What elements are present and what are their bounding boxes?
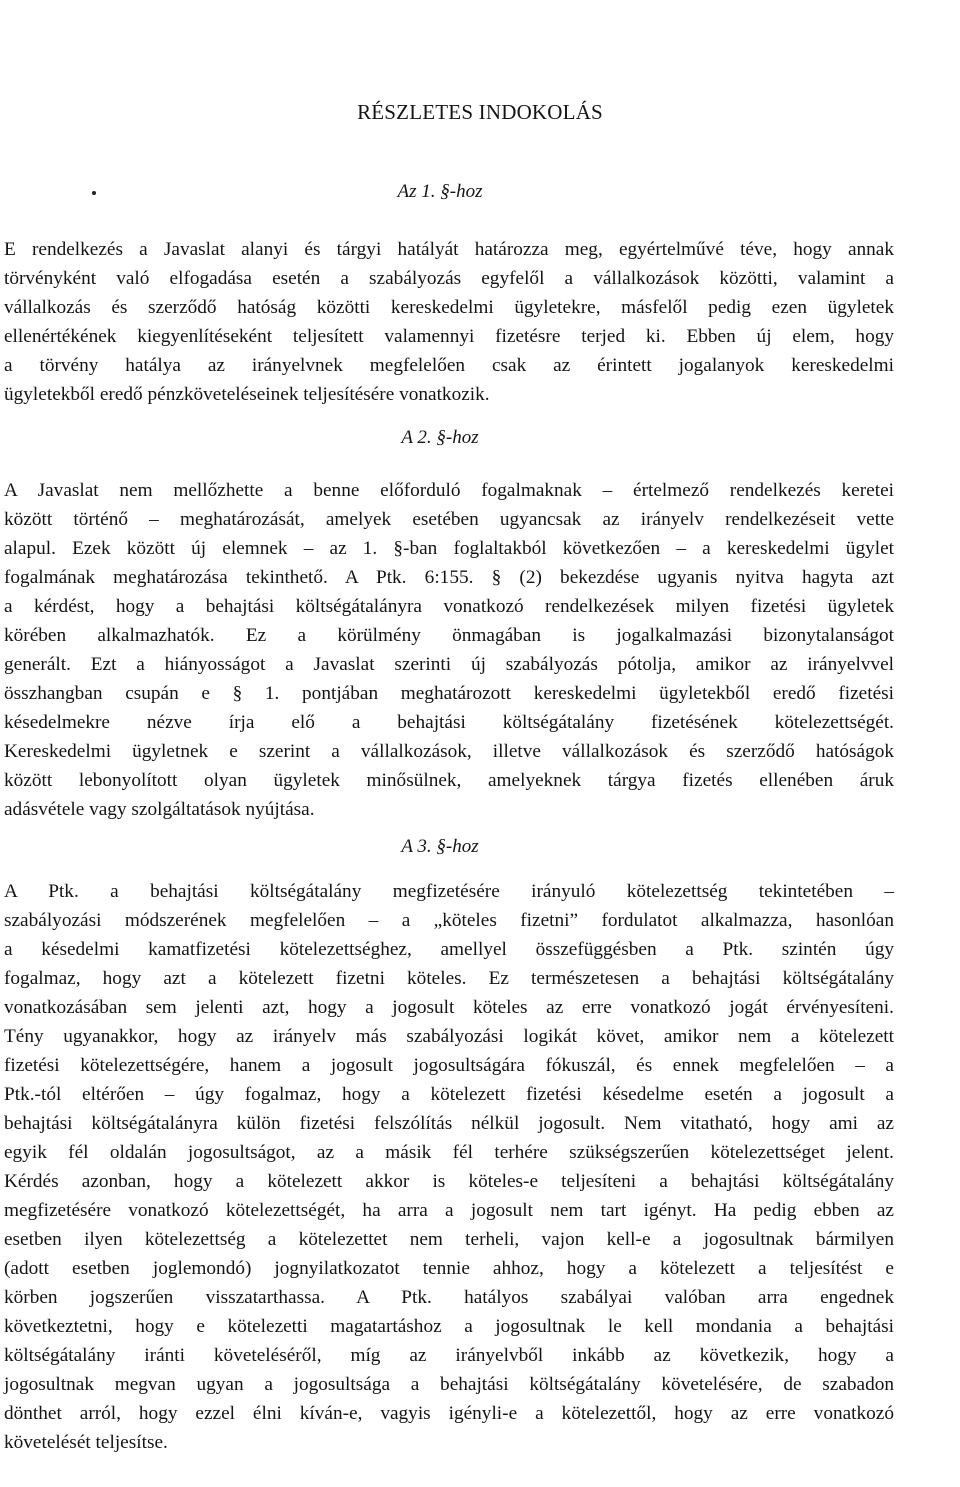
- text-line: behajtási költségátalányra külön fizetési felszólítás nélkül jogosult. Nem vitatható, hogy ami az: [4, 1113, 894, 1134]
- text-line: a kérdést, hogy a behajtási költségátalányra vonatkozó rendelkezések milyen fizetési ügyletek: [4, 596, 894, 617]
- text-line: vonatkozásában sem jelenti azt, hogy a jogosult köteles az erre vonatkozó jogát érvényesíteni.: [4, 997, 894, 1018]
- section-3-paragraph: [4, 877, 894, 1457]
- text-line: a törvény hatálya az irányelvnek megfelelően csak az érintett jogalanyok kereskedelmi: [4, 355, 894, 376]
- text-line: jogosultnak megvan ugyan a jogosultsága a behajtási költségátalány követelésére, de szabadon: [4, 1374, 894, 1395]
- text-line: követelését teljesítse.: [4, 1432, 168, 1453]
- text-line: dönthet arról, hogy ezzel élni kíván-e, vagyis igényli-e a kötelezettől, hogy az erre vonatkozó: [4, 1403, 894, 1424]
- text-line: (adott esetben joglemondó) jognyilatkozatot tennie ahhoz, hogy a kötelezett a teljesítést e: [4, 1258, 894, 1279]
- section-heading-2: A 2. §-hoz: [401, 427, 479, 448]
- text-line: között lebonyolított olyan ügyletek minősülnek, amelyeknek tárgya fizetés ellenében áruk: [4, 770, 894, 791]
- text-line: ellenértékének kiegyenlítéseként teljesített valamennyi fizetésre terjed ki. Ebben új elem, hogy: [4, 326, 894, 347]
- text-line: A Ptk. a behajtási költségátalány megfizetésére irányuló kötelezettség tekintetében –: [4, 881, 894, 902]
- text-line: körben jogszerűen visszatarthassa. A Ptk. hatályos szabályai valóban arra engednek: [4, 1287, 894, 1308]
- section-heading-3: A 3. §-hoz: [401, 836, 479, 857]
- section-1-paragraph: [4, 235, 894, 409]
- document-title: RÉSZLETES INDOKOLÁS: [357, 100, 603, 124]
- text-line: vállalkozás és szerződő hatóság közötti kereskedelmi ügyletekre, másfelől pedig ezen ügyletek: [4, 297, 894, 318]
- text-line: generált. Ezt a hiányosságot a Javaslat szerinti új szabályozás pótolja, amikor az irányelvvel: [4, 654, 894, 675]
- text-line: fogalmaz, hogy azt a kötelezett fizetni köteles. Ez természetesen a behajtási költségátalány: [4, 968, 894, 989]
- section-2-paragraph: [4, 476, 894, 824]
- text-line: törvényként való elfogadása esetén a szabályozás egyfelől a vállalkozások közötti, valamint a: [4, 268, 894, 289]
- text-line: Kereskedelmi ügyletnek e szerint a vállalkozások, illetve vállalkozások és szerződő hatóságok: [4, 741, 894, 762]
- text-line: költségátalány iránti követeléséről, míg az irányelvből inkább az következik, hogy a: [4, 1345, 894, 1366]
- section-heading-1: Az 1. §-hoz: [397, 181, 483, 202]
- text-line: késedelmekre nézve írja elő a behajtási költségátalány fizetésének kötelezettségét.: [4, 712, 894, 733]
- text-line: E rendelkezés a Javaslat alanyi és tárgyi hatályát határozza meg, egyértelművé téve, hogy annak: [4, 239, 894, 260]
- text-line: összhangban csupán e § 1. pontjában meghatározott kereskedelmi ügyletekből eredő fizetési: [4, 683, 894, 704]
- text-line: következtetni, hogy e kötelezetti magatartáshoz a jogosultnak le kell mondania a behajtási: [4, 1316, 894, 1337]
- text-line: ügyletekből eredő pénzköveteléseinek teljesítésére vonatkozik.: [4, 384, 490, 405]
- text-line: Ptk.-tól eltérően – úgy fogalmaz, hogy a kötelezett fizetési késedelme esetén a jogosult a: [4, 1084, 894, 1105]
- text-line: körében alkalmazhatók. Ez a körülmény önmagában is jogalkalmazási bizonytalanságot: [4, 625, 894, 646]
- text-line: Kérdés azonban, hogy a kötelezett akkor is köteles-e teljesíteni a behajtási költségátalány: [4, 1171, 894, 1192]
- text-line: Tény ugyanakkor, hogy az irányelv más szabályozási logikát követ, amikor nem a kötelezett: [4, 1026, 894, 1047]
- text-line: adásvétele vagy szolgáltatások nyújtása.: [4, 799, 315, 820]
- text-line: szabályozási módszerének megfelelően – a „köteles fizetni” fordulatot alkalmazza, hasonlóan: [4, 910, 894, 931]
- text-line: alapul. Ezek között új elemnek – az 1. §-ban foglaltakból következően – a kereskedelmi ügylet: [4, 538, 894, 559]
- text-line: A Javaslat nem mellőzhette a benne előforduló fogalmaknak – értelmező rendelkezés keretei: [4, 480, 894, 501]
- text-line: között történő – meghatározását, amelyek esetében ugyancsak az irányelv rendelkezéseit vette: [4, 509, 894, 530]
- text-line: esetben ilyen kötelezettség a kötelezettet nem terheli, vajon kell-e a jogosultnak bármilyen: [4, 1229, 894, 1250]
- text-line: a késedelmi kamatfizetési kötelezettséghez, amellyel összefüggésben a Ptk. szintén úgy: [4, 939, 894, 960]
- text-line: fizetési kötelezettségére, hanem a jogosult jogosultságára fókuszál, és ennek megfelelően – a: [4, 1055, 894, 1076]
- text-line: megfizetésére vonatkozó kötelezettségét, ha arra a jogosult nem tart igényt. Ha pedig ebben az: [4, 1200, 894, 1221]
- text-line: egyik fél oldalán jogosultságot, az a másik fél terhére szükségszerűen kötelezettséget jelent.: [4, 1142, 894, 1163]
- text-line: fogalmának meghatározása tekinthető. A Ptk. 6:155. § (2) bekezdése ugyanis nyitva hagyta azt: [4, 567, 894, 588]
